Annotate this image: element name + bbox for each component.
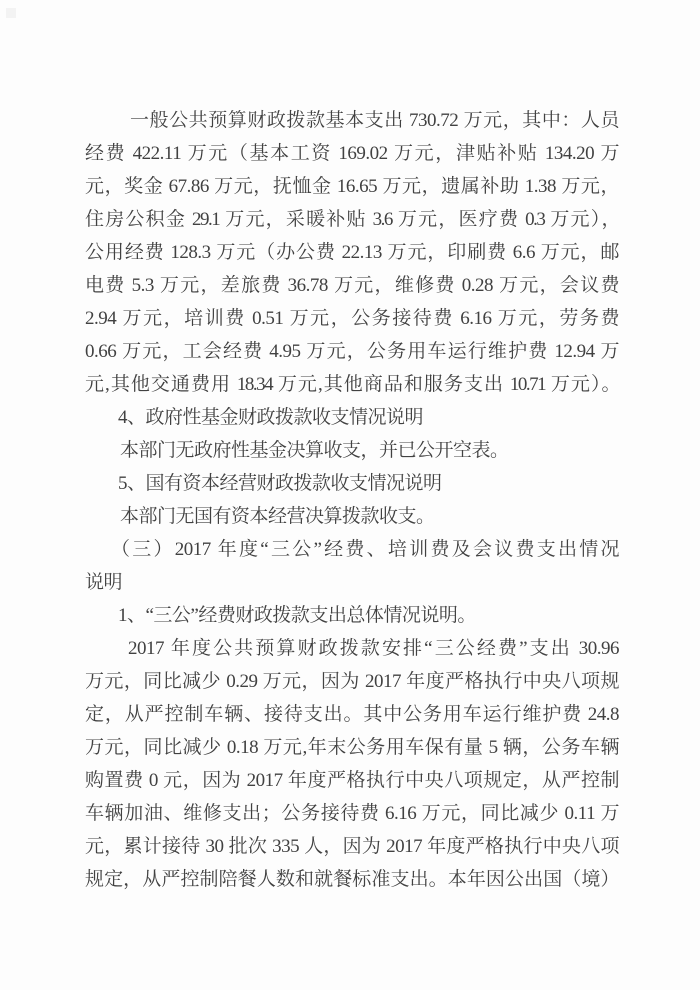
text-line-9: 元,其他交通费用 18.34 万元,其他商品和服务支出 10.71 万元）。 bbox=[85, 374, 619, 395]
text-line-4: 住房公积金 29.1 万元，采暖补贴 3.6 万元，医疗费 0.3 万元）， bbox=[85, 209, 619, 230]
text-line-19: 定，从严控制车辆、接待支出。其中公务用车运行维护费 24.8 bbox=[85, 704, 619, 725]
text-line-22: 车辆加油、维修支出；公务接待费 6.16 万元，同比减少 0.11 万 bbox=[85, 803, 619, 824]
scan-artifact bbox=[6, 8, 16, 18]
text-line-23: 元，累计接待 30 批次 335 人，因为 2017 年度严格执行中央八项 bbox=[85, 836, 619, 857]
text-line-24: 规定，从严控制陪餐人数和就餐标准支出。本年因公出国（境） bbox=[85, 869, 619, 890]
text-line-1: 一般公共预算财政拨款基本支出 730.72 万元，其中：人员 bbox=[130, 110, 619, 131]
text-line-18: 万元，同比减少 0.29 万元，因为 2017 年度严格执行中央八项规 bbox=[85, 671, 619, 692]
text-line-3: 元，奖金 67.86 万元，抚恤金 16.65 万元，遗属补助 1.38 万元， bbox=[85, 176, 619, 197]
text-line-15: 说明 bbox=[85, 572, 123, 593]
text-line-8: 0.66 万元，工会经费 4.95 万元，公务用车运行维护费 12.94 万 bbox=[85, 341, 619, 362]
text-line-21: 购置费 0 元，因为 2017 年度严格执行中央八项规定，从严控制 bbox=[85, 770, 619, 791]
document-text-block bbox=[85, 104, 619, 896]
text-line-2: 经费 422.11 万元（基本工资 169.02 万元，津贴补贴 134.20 万 bbox=[85, 143, 619, 164]
text-line-6: 电费 5.3 万元，差旅费 36.78 万元，维修费 0.28 万元，会议费 bbox=[85, 275, 619, 296]
text-line-14: （三）2017 年度“三公”经费、培训费及会议费支出情况 bbox=[111, 539, 619, 560]
text-line-13: 本部门无国有资本经营决算拨款收支。 bbox=[120, 506, 435, 527]
text-line-11: 本部门无政府性基金决算收支，并已公开空表。 bbox=[120, 440, 509, 461]
text-line-10: 4、政府性基金财政拨款收支情况说明 bbox=[118, 407, 424, 428]
text-line-5: 公用经费 128.3 万元（办公费 22.13 万元，印刷费 6.6 万元，邮 bbox=[85, 242, 619, 263]
text-line-17: 2017 年度公共预算财政拨款安排“三公经费”支出 30.96 bbox=[128, 638, 619, 659]
text-line-16: 1、“三公”经费财政拨款支出总体情况说明。 bbox=[118, 605, 476, 626]
text-line-20: 万元，同比减少 0.18 万元,年末公务用车保有量 5 辆，公务车辆 bbox=[85, 737, 619, 758]
text-line-12: 5、国有资本经营财政拨款收支情况说明 bbox=[118, 473, 442, 494]
text-line-7: 2.94 万元，培训费 0.51 万元，公务接待费 6.16 万元，劳务费 bbox=[85, 308, 619, 329]
